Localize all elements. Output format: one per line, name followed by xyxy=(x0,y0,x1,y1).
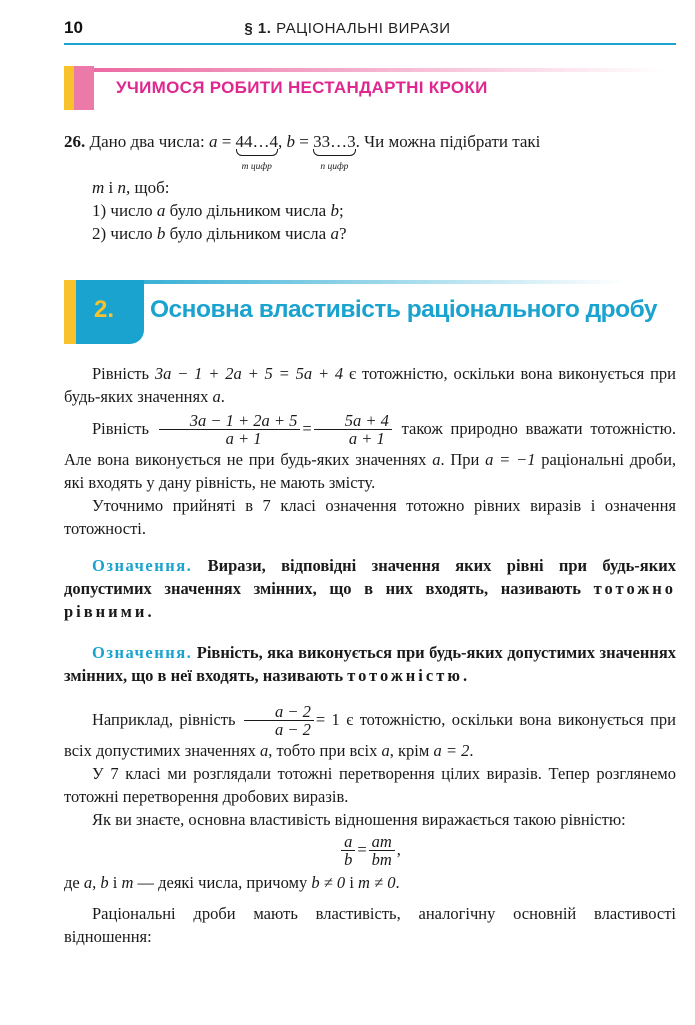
var-b: b xyxy=(286,132,296,151)
section-number: 2. xyxy=(94,296,115,323)
a-digits: 44…4 m цифр xyxy=(236,130,279,153)
problem-item-2: 2) число b було дільником числа a? xyxy=(92,224,347,243)
term-identically-equal: тотожно рівними xyxy=(64,579,677,621)
section-number-box xyxy=(64,280,144,344)
paragraph-3: Уточнимо прийняті в 7 класі означення тотожно рівних виразів і означення тотожності. xyxy=(64,496,676,538)
paragraph-6: Як ви знаєте, основна властивість відношення виражається такою рівністю: xyxy=(92,810,626,829)
running-header xyxy=(0,20,695,37)
a-brace-label: m цифр xyxy=(241,162,272,172)
section-mark: § 1. xyxy=(244,20,272,37)
problem-item-1: 1) число a було дільником числа b; xyxy=(92,201,344,220)
fraction-right: $\frac{5a + 4}{a + 1}$ xyxy=(314,412,392,448)
definition-2: Означення. Рівність, яка виконується при будь-яких допустимих значеннях змінних, що в неї входять, називають тотожністю. xyxy=(64,643,677,685)
b-brace-label: n цифр xyxy=(320,162,349,172)
header-title: РАЦІОНАЛЬНІ ВИРАЗИ xyxy=(276,20,451,37)
formula-proportion: $\frac{a}{b}$ = $\frac{am}{bm}$ , xyxy=(64,833,676,869)
question-tail: . Чи можна підібрати такі xyxy=(355,132,541,151)
b-digits: 33…3 n цифр xyxy=(313,130,356,153)
banner xyxy=(64,66,664,110)
banner-accent-pink xyxy=(74,66,94,110)
banner-fade xyxy=(94,68,664,72)
paragraph-4: Наприклад, рівність $\frac{a - 2}{a - 2}$ = 1 є тотожністю, оскільки вона виконується при всіх допустимих значеннях a, тобто при всіх a, крім a = 2. xyxy=(64,702,676,760)
problem-intro: Дано два числа: xyxy=(89,132,205,151)
term-identity: тотожністю xyxy=(347,666,463,685)
body-text xyxy=(64,362,676,948)
section-heading-rule xyxy=(64,280,624,284)
problem-number: 26. xyxy=(64,132,86,151)
problem-26: 26. Дано два числа: a = 44…4 m цифр , b = 33…3 n цифр . Чи можна підібрати такі m і n, щоб: 1) число a було дільником числа b; 2) число b було дільником числа a? xyxy=(64,130,676,245)
definition-1: Означення. Вирази, відповідні значення яких рівні при будь-яких допустимих значеннях змінних, що в них входять, називають тотожно рівними. xyxy=(64,556,677,621)
paragraph-5: У 7 класі ми розглядали тотожні перетворення цілих виразів. Тепер розглянемо тотожні перетворення дробових виразів. xyxy=(64,764,676,806)
section-title: Основна властивість раціонального дробу xyxy=(150,296,658,323)
page-number: 10 xyxy=(64,18,83,37)
paragraph-1: Рівність 3a − 1 + 2a + 5 = 5a + 4 є тотожністю, оскільки вона виконується при будь-яких значеннях a. xyxy=(64,364,677,406)
header-rule xyxy=(64,43,676,45)
paragraph-2: Рівність $\frac{3a - 1 + 2a + 5}{a + 1}$ = $\frac{5a + 4}{a + 1}$ також природно вважати тотожністю. Але вона виконується не при будь-яких значеннях a. При a = −1 раціональні дроби, які входять у дану рівність, не мають змісту. xyxy=(64,411,677,492)
definition-label: Означення. xyxy=(92,643,193,662)
section-heading xyxy=(64,280,676,344)
paragraph-8: Раціональні дроби мають властивість, аналогічну основній властивості відношення: xyxy=(64,904,676,946)
paragraph-7: де a, b і m — деякі числа, причому b ≠ 0 і m ≠ 0. xyxy=(64,873,400,892)
fraction-left: $\frac{3a - 1 + 2a + 5}{a + 1}$ xyxy=(159,412,301,448)
fraction-example: $\frac{a - 2}{a - 2}$ xyxy=(244,703,314,739)
var-a: a xyxy=(208,132,218,151)
banner-text: УЧИМОСЯ РОБИТИ НЕСТАНДАРТНІ КРОКИ xyxy=(116,78,488,97)
formula-1: 3a − 1 + 2a + 5 = 5a + 4 xyxy=(154,364,344,383)
definition-label: Означення. xyxy=(92,556,193,575)
